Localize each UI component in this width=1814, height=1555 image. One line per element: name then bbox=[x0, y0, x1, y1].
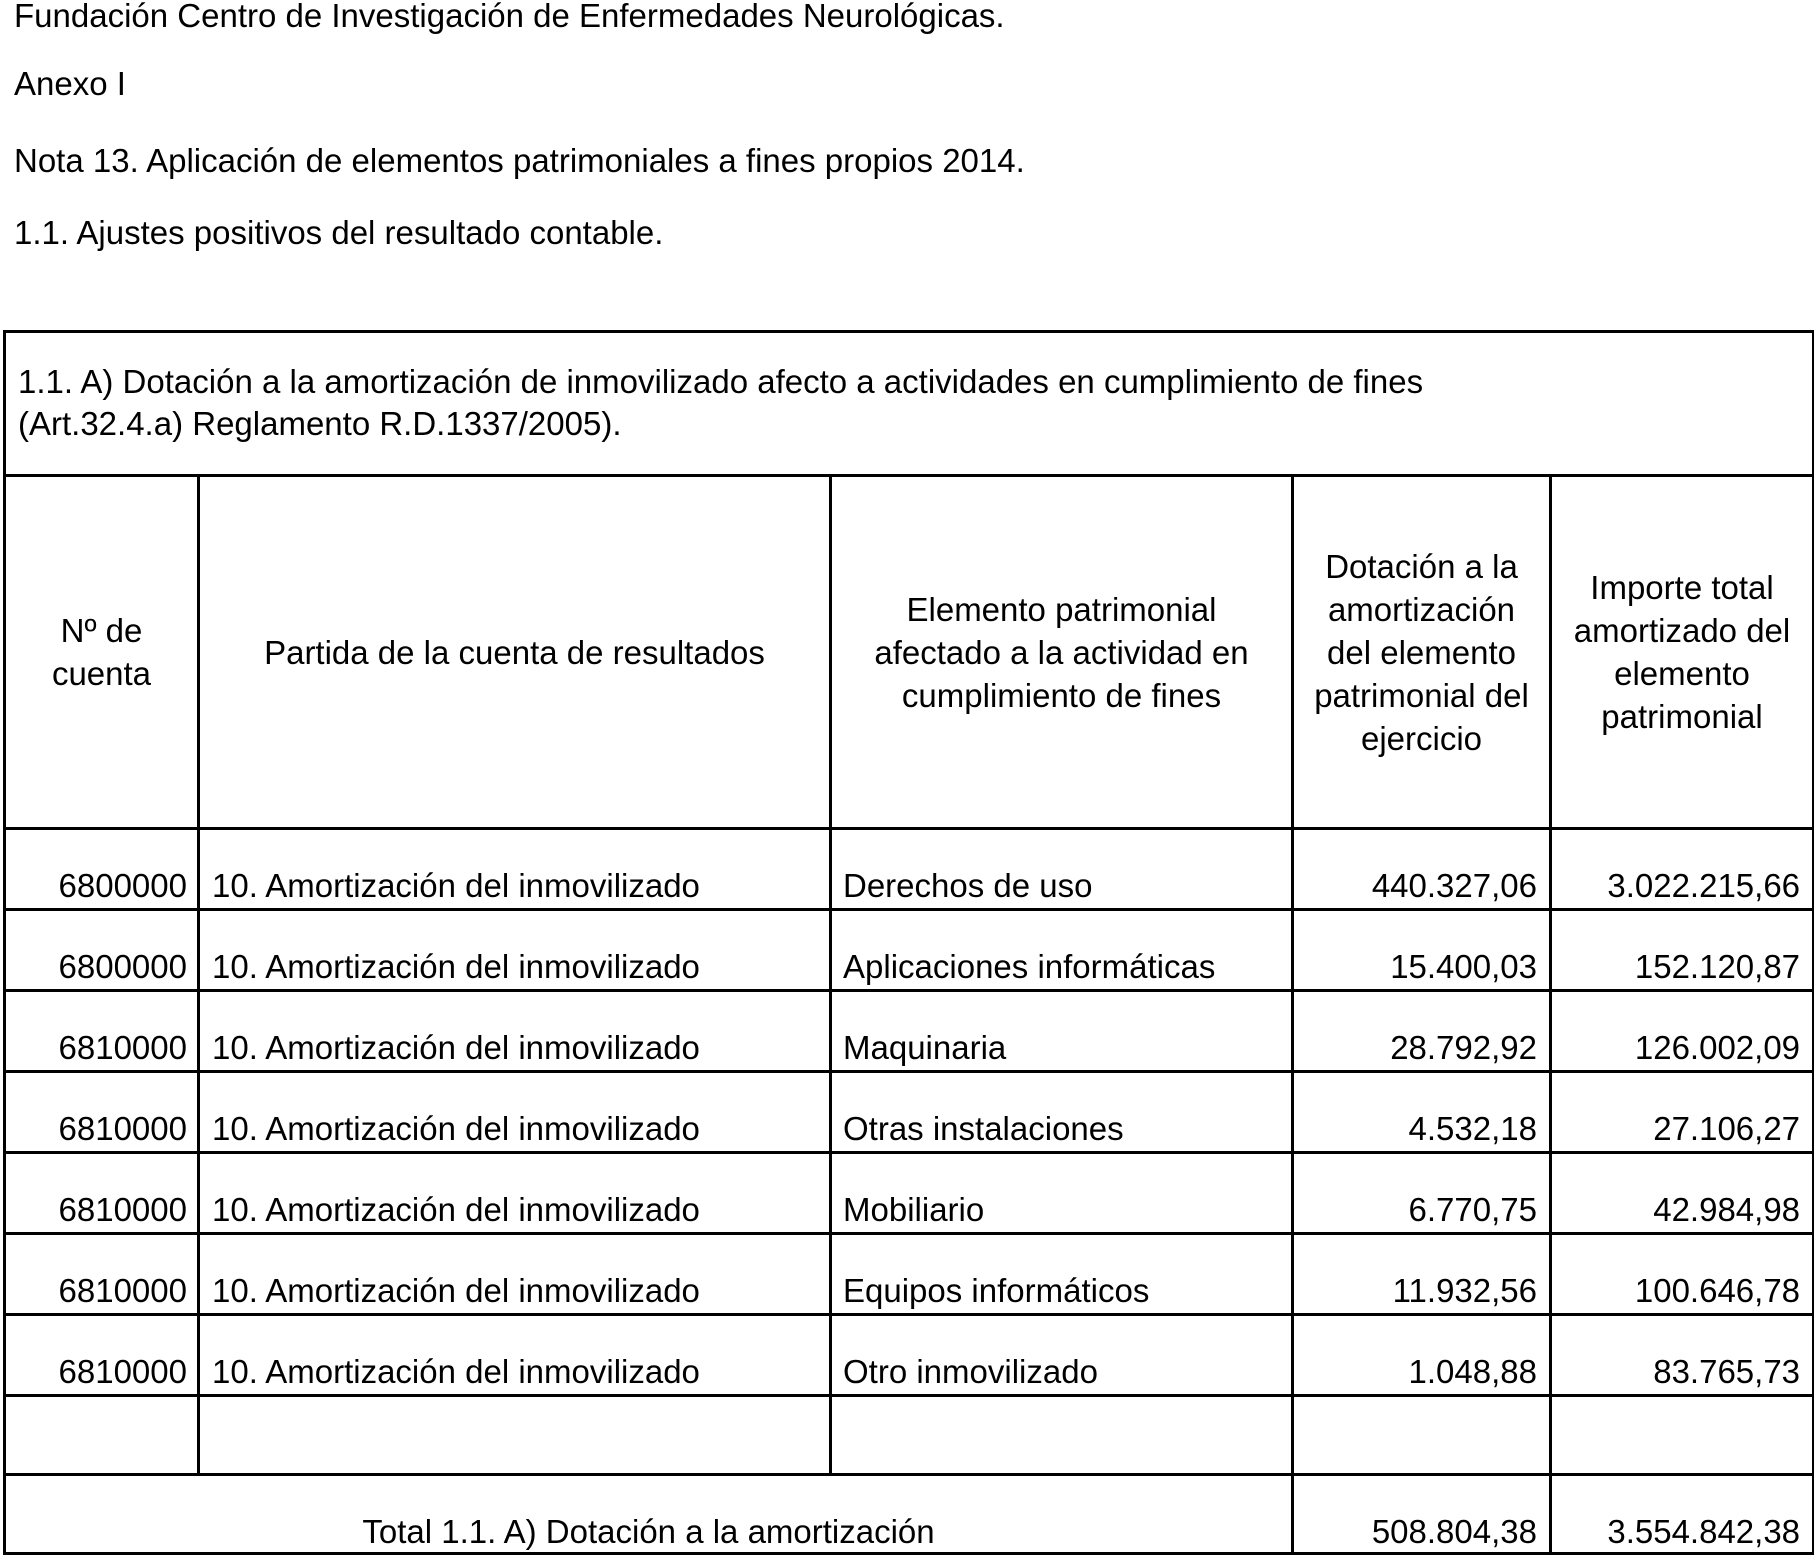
amortization-table bbox=[3, 330, 1814, 1555]
column-header-account bbox=[5, 476, 199, 829]
table-row bbox=[5, 1234, 1814, 1315]
table-row bbox=[5, 1072, 1814, 1153]
account-cell: 6810000 bbox=[5, 1153, 199, 1234]
table-row bbox=[5, 910, 1814, 991]
item-cell: 10. Amortización del inmovilizado bbox=[199, 991, 831, 1072]
column-header-annual bbox=[1293, 476, 1551, 829]
element-cell: Equipos informáticos bbox=[831, 1234, 1293, 1315]
total-cell: 152.120,87 bbox=[1551, 910, 1814, 991]
total-cell: 100.646,78 bbox=[1551, 1234, 1814, 1315]
table-row bbox=[5, 991, 1814, 1072]
element-cell: Aplicaciones informáticas bbox=[831, 910, 1293, 991]
column-header-item bbox=[199, 476, 831, 829]
total-cell: 42.984,98 bbox=[1551, 1153, 1814, 1234]
annual-cell: 440.327,06 bbox=[1293, 829, 1551, 910]
column-header-item-text: Partida de la cuenta de resultados bbox=[264, 633, 765, 671]
item-cell: 10. Amortización del inmovilizado bbox=[199, 1234, 831, 1315]
item-cell: 10. Amortización del inmovilizado bbox=[199, 1072, 831, 1153]
column-header-total-text: Importe total amortizado del elemento patrimonial bbox=[1573, 569, 1791, 735]
column-header-element-text: Elemento patrimonial afectado a la actividad en cumplimiento de fines bbox=[874, 590, 1249, 714]
empty-row bbox=[5, 1396, 1814, 1475]
item-cell: 10. Amortización del inmovilizado bbox=[199, 1153, 831, 1234]
total-cell: 126.002,09 bbox=[1551, 991, 1814, 1072]
table-caption-line2: (Art.32.4.a) Reglamento R.D.1337/2005). bbox=[18, 405, 622, 442]
annual-cell: 4.532,18 bbox=[1293, 1072, 1551, 1153]
annual-cell: 28.792,92 bbox=[1293, 991, 1551, 1072]
item-cell: 10. Amortización del inmovilizado bbox=[199, 829, 831, 910]
total-annual-cell: 508.804,38 bbox=[1293, 1475, 1551, 1554]
table-row bbox=[5, 829, 1814, 910]
account-cell: 6810000 bbox=[5, 1234, 199, 1315]
item-cell: 10. Amortización del inmovilizado bbox=[199, 910, 831, 991]
column-header-total bbox=[1551, 476, 1814, 829]
column-header-annual-text: Dotación a la amortización del elemento patrimonial del ejercicio bbox=[1314, 547, 1529, 757]
column-header-account-text: Nº de cuenta bbox=[51, 612, 152, 692]
empty-cell bbox=[199, 1396, 831, 1475]
element-cell: Derechos de uso bbox=[831, 829, 1293, 910]
annual-cell: 6.770,75 bbox=[1293, 1153, 1551, 1234]
element-cell: Otras instalaciones bbox=[831, 1072, 1293, 1153]
total-label: Total 1.1. A) Dotación a la amortización bbox=[5, 1475, 1293, 1554]
annual-cell: 11.932,56 bbox=[1293, 1234, 1551, 1315]
account-cell: 6810000 bbox=[5, 1072, 199, 1153]
empty-cell bbox=[831, 1396, 1293, 1475]
total-total-cell: 3.554.842,38 bbox=[1551, 1475, 1814, 1554]
total-cell: 27.106,27 bbox=[1551, 1072, 1814, 1153]
total-cell: 83.765,73 bbox=[1551, 1315, 1814, 1396]
empty-cell bbox=[5, 1396, 199, 1475]
table-header-row bbox=[5, 476, 1814, 829]
annex-title: Anexo I bbox=[14, 65, 126, 102]
column-header-element bbox=[831, 476, 1293, 829]
table-caption-line1: 1.1. A) Dotación a la amortización de inmovilizado afecto a actividades en cumplimiento de fines bbox=[18, 363, 1424, 400]
section-title: 1.1. Ajustes positivos del resultado contable. bbox=[14, 214, 664, 251]
account-cell: 6810000 bbox=[5, 1315, 199, 1396]
account-cell: 6800000 bbox=[5, 829, 199, 910]
empty-cell bbox=[1293, 1396, 1551, 1475]
account-cell: 6810000 bbox=[5, 991, 199, 1072]
table-caption bbox=[5, 332, 1814, 476]
element-cell: Otro inmovilizado bbox=[831, 1315, 1293, 1396]
annual-cell: 15.400,03 bbox=[1293, 910, 1551, 991]
account-cell: 6800000 bbox=[5, 910, 199, 991]
table-caption-row bbox=[5, 332, 1814, 476]
item-cell: 10. Amortización del inmovilizado bbox=[199, 1315, 831, 1396]
note-title: Nota 13. Aplicación de elementos patrimoniales a fines propios 2014. bbox=[14, 142, 1025, 179]
organization-name: Fundación Centro de Investigación de Enfermedades Neurológicas. bbox=[14, 0, 1005, 34]
empty-cell bbox=[1551, 1396, 1814, 1475]
total-cell: 3.022.215,66 bbox=[1551, 829, 1814, 910]
table-row bbox=[5, 1315, 1814, 1396]
total-row bbox=[5, 1475, 1814, 1554]
element-cell: Maquinaria bbox=[831, 991, 1293, 1072]
annual-cell: 1.048,88 bbox=[1293, 1315, 1551, 1396]
element-cell: Mobiliario bbox=[831, 1153, 1293, 1234]
table-row bbox=[5, 1153, 1814, 1234]
